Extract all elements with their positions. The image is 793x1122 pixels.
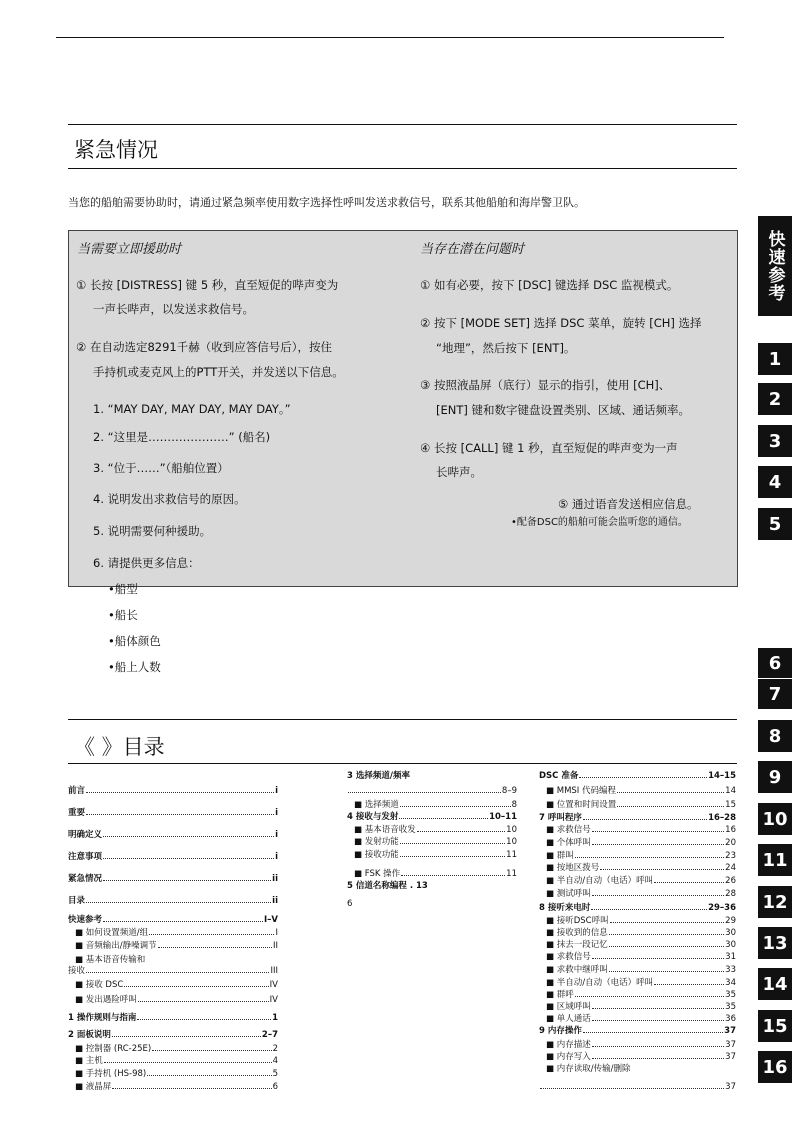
- toc-entry-title: ■ 内存描述: [546, 1040, 591, 1050]
- toc-leader-dots: [400, 856, 505, 857]
- toc-entry-page: 37: [725, 1082, 736, 1092]
- toc-entry[interactable]: [68, 894, 278, 906]
- toc-entry-title: 1 操作规则与指南: [68, 1013, 137, 1023]
- toc-leader-dots: [400, 806, 511, 807]
- toc-entry-page: 23: [725, 851, 736, 861]
- tab-2[interactable]: 2: [758, 383, 792, 415]
- toc-leader-dots: [103, 836, 274, 837]
- toc-entry[interactable]: [75, 1067, 278, 1079]
- intro-text: 当您的船舶需要协助时，请通过紧急频率使用数字选择性呼叫发送求救信号，联系其他船舶和海岸警卫队。: [68, 196, 585, 209]
- toc-entry-title: ■ MMSI 代码编程: [546, 786, 617, 796]
- toc-entry[interactable]: [75, 1042, 278, 1054]
- toc-entry-page: I: [275, 928, 278, 938]
- right-note: •配备DSC的船舶可能会监听您的通信。: [511, 517, 688, 528]
- toc-entry[interactable]: [354, 798, 517, 810]
- toc-entry-page: i: [275, 830, 278, 840]
- toc-entry-title: ■ 个体呼叫: [546, 838, 591, 848]
- toc-entry[interactable]: [354, 867, 517, 879]
- toc-entry-title: ■ 抹去一段记忆: [546, 940, 608, 950]
- toc-rule-top: [68, 719, 737, 720]
- left-item-2: 2. “这里是…………………” (船名): [93, 430, 271, 444]
- toc-entry-title: 9 内存操作: [539, 1026, 582, 1036]
- toc-entry-page: 30: [725, 928, 736, 938]
- tab-14[interactable]: 14: [758, 968, 792, 1000]
- toc-entry[interactable]: [75, 939, 278, 951]
- section-rule-bottom: [68, 168, 737, 169]
- toc-leader-dots: [591, 909, 707, 910]
- left-step1-line1: ① 长按 [DISTRESS] 键 5 秒，直至短促的哔声变为: [76, 278, 339, 292]
- toc-entry-page: i: [275, 852, 278, 862]
- toc-entry-page: 37: [725, 1052, 736, 1062]
- toc-entry[interactable]: [546, 926, 736, 938]
- toc-leader-dots: [575, 996, 724, 997]
- toc-entry-title: 2 面板说明: [68, 1030, 111, 1040]
- toc-entry-title: ■ 液晶屏: [75, 1082, 112, 1092]
- toc-entry-title: 6: [347, 899, 353, 909]
- toc-entry-page: 11: [506, 869, 517, 879]
- toc-entry-title: ■ 按地区拨号: [546, 863, 600, 873]
- toc-entry-page: i: [275, 808, 278, 818]
- toc-entry[interactable]: [539, 901, 736, 913]
- toc-entry-page: III: [270, 966, 278, 976]
- right-step2-line2: “地理”，然后按下 [ENT]。: [436, 341, 576, 355]
- left-item-3: 3. “位于……”（船舶位置）: [93, 461, 229, 475]
- toc-entry[interactable]: [75, 1080, 278, 1092]
- toc-leader-dots: [152, 1050, 271, 1051]
- toc-entry[interactable]: [546, 963, 736, 975]
- toc-entry-page: 29: [725, 916, 736, 926]
- toc-entry-title: ■ 接收 DSC: [75, 980, 124, 990]
- toc-entry-title: 7 呼叫程序: [539, 813, 582, 823]
- toc-entry[interactable]: [539, 769, 736, 781]
- toc-entry-page: 29–36: [708, 903, 736, 913]
- toc-entry-title: ■ 区域呼叫: [546, 1002, 591, 1012]
- tab-6[interactable]: 6: [758, 648, 792, 678]
- toc-entry[interactable]: [354, 835, 517, 847]
- toc-leader-dots: [86, 792, 274, 793]
- toc-entry[interactable]: [75, 993, 278, 1005]
- toc-entry-title: ■ 位置和时间设置: [546, 800, 617, 810]
- toc-leader-dots: [654, 882, 724, 883]
- toc-entry[interactable]: [546, 914, 736, 926]
- toc-entry-title: ■ 基本语音传输和: [75, 955, 146, 965]
- tab-quick-reference-label: 快速参考: [764, 230, 785, 302]
- left-item-4: 4. 说明发出求救信号的原因。: [93, 492, 246, 506]
- toc-leader-dots: [112, 1088, 271, 1089]
- toc-leader-dots: [399, 818, 488, 819]
- toc-leader-dots: [147, 1075, 271, 1076]
- toc-entry-title: 4 接收与发射: [347, 812, 399, 822]
- toc-entry[interactable]: [546, 861, 736, 873]
- toc-entry-page: II: [272, 941, 278, 951]
- toc-entry[interactable]: [75, 1054, 278, 1066]
- toc-entry-page: 36: [725, 1014, 736, 1024]
- toc-leader-dots: [592, 1020, 724, 1021]
- toc-entry-page: 35: [725, 990, 736, 1000]
- toc-entry[interactable]: [75, 926, 278, 938]
- toc-leader-dots: [654, 984, 724, 985]
- toc-entry[interactable]: [546, 1000, 736, 1012]
- toc-entry[interactable]: [546, 938, 736, 950]
- toc-entry-page: 26: [725, 876, 736, 886]
- toc-entry[interactable]: [546, 976, 736, 988]
- toc-entry-title: ■ 群呼: [546, 990, 574, 1000]
- top-rule: [56, 37, 724, 38]
- toc-rule-bottom: [68, 763, 737, 764]
- toc-entry-page: 14: [725, 786, 736, 796]
- tab-13[interactable]: 13: [758, 927, 792, 959]
- toc-entry-title: ■ 求救中继呼叫: [546, 965, 608, 975]
- toc-entry[interactable]: [347, 879, 517, 891]
- right-step2-line1: ② 按下 [MODE SET] 选择 DSC 菜单，旋转 [CH] 选择: [420, 316, 702, 330]
- right-step1: ① 如有必要，按下 [DSC] 键选择 DSC 监视模式。: [420, 278, 679, 292]
- tab-10[interactable]: 10: [758, 803, 792, 835]
- toc-entry-title: 注意事项: [68, 852, 103, 862]
- toc-entry-page: 30: [725, 940, 736, 950]
- left-step2-line2: 手持机或麦克风上的PTT开关，并发送以下信息。: [93, 365, 344, 379]
- left-item-5: 5. 说明需要何种援助。: [93, 524, 212, 538]
- toc-leader-dots: [592, 831, 724, 832]
- toc-entry-page: i: [275, 786, 278, 796]
- toc-entry-title: 紧急情况: [68, 874, 103, 884]
- toc-leader-dots: [137, 1019, 271, 1020]
- left-box-title: 当需要立即援助时: [77, 242, 182, 257]
- toc-entry[interactable]: [546, 874, 736, 886]
- toc-leader-dots: [86, 972, 269, 973]
- toc-leader-dots: [348, 792, 501, 793]
- toc-entry-title: ■ 求救信号: [546, 825, 591, 835]
- right-step4-line1: ④ 长按 [CALL] 键 1 秒，直至短促的哔声变为一声: [420, 441, 678, 455]
- toc-leader-dots: [417, 831, 505, 832]
- toc-entry-title: ■ 基本语音收发: [354, 825, 416, 835]
- toc-entry-page: 4: [272, 1056, 278, 1066]
- tab-5[interactable]: 5: [758, 508, 792, 540]
- toc-leader-dots: [583, 1032, 723, 1033]
- toc-leader-dots: [124, 986, 268, 987]
- toc-entry-page: 10: [506, 837, 517, 847]
- left-item-1: 1. “MAY DAY, MAY DAY, MAY DAY。”: [93, 402, 291, 416]
- toc-entry-page: 34: [725, 978, 736, 988]
- section-title: 紧急情况: [74, 138, 158, 162]
- toc-leader-dots: [575, 857, 724, 858]
- toc-entry[interactable]: [354, 823, 517, 835]
- toc-entry[interactable]: [68, 913, 278, 925]
- toc-leader-dots: [592, 958, 724, 959]
- toc-entry[interactable]: [546, 887, 736, 899]
- tab-8[interactable]: 8: [758, 720, 792, 752]
- toc-entry-title: ■ 如何设置频道/组: [75, 928, 149, 938]
- tab-9[interactable]: 9: [758, 761, 792, 793]
- toc-entry[interactable]: [68, 964, 278, 976]
- toc-entry-title: ■ 手持机 (HS-98): [75, 1069, 147, 1079]
- toc-leader-dots: [617, 806, 724, 807]
- toc-entry-title: ■ 内存写入: [546, 1052, 591, 1062]
- toc-entry-page: 16–28: [708, 813, 736, 823]
- tab-12[interactable]: 12: [758, 886, 792, 918]
- toc-entry-page: IV: [269, 980, 278, 990]
- toc-entry-page: I–V: [264, 915, 278, 925]
- toc-leader-dots: [592, 1046, 724, 1047]
- tab-1[interactable]: 1: [758, 343, 792, 375]
- right-step5: ⑤ 通过语音发送相应信息。: [558, 497, 699, 511]
- toc-entry[interactable]: [68, 872, 278, 884]
- toc-entry-page: 28: [725, 889, 736, 899]
- toc-entry-title: ■ 主机: [75, 1056, 103, 1066]
- toc-entry[interactable]: [546, 823, 736, 835]
- toc-entry[interactable]: [546, 798, 736, 810]
- left-item-6: 6. 请提供更多信息：: [93, 556, 200, 570]
- toc-entry[interactable]: [546, 1012, 736, 1024]
- toc-entry[interactable]: [68, 1028, 278, 1040]
- toc-leader-dots: [400, 843, 505, 844]
- toc-entry-title: 明确定义: [68, 830, 103, 840]
- toc-leader-dots: [579, 777, 707, 778]
- toc-entry[interactable]: [354, 848, 517, 860]
- toc-entry[interactable]: [546, 950, 736, 962]
- toc-entry[interactable]: [546, 836, 736, 848]
- toc-entry-page: 10–11: [489, 812, 517, 822]
- toc-entry-page: ii: [272, 874, 278, 884]
- right-step3-line1: ③ 按照液晶屏（底行）显示的指引，使用 [CH]、: [420, 378, 671, 392]
- tab-11[interactable]: 11: [758, 844, 792, 876]
- toc-entry-title: ■ 音频输出/静噪调节: [75, 941, 157, 951]
- toc-entry[interactable]: [68, 850, 278, 862]
- toc-leader-dots: [112, 1036, 261, 1037]
- toc-title: 《 》目录: [74, 735, 165, 759]
- toc-entry[interactable]: [347, 810, 517, 822]
- toc-leader-dots: [609, 946, 724, 947]
- more-info-3: •船体颜色: [108, 634, 161, 648]
- toc-leader-dots: [592, 895, 724, 896]
- toc-entry[interactable]: [68, 784, 278, 796]
- toc-entry-title: 8 接听来电时: [539, 903, 591, 913]
- toc-entry-page: 14–15: [708, 771, 736, 781]
- tab-7[interactable]: 7: [758, 679, 792, 709]
- toc-entry-page: 5: [272, 1069, 278, 1079]
- toc-entry-title: DSC 准备: [539, 771, 579, 781]
- toc-entry-title: 3 选择频道/频率: [347, 771, 410, 781]
- tab-3[interactable]: 3: [758, 425, 792, 457]
- toc-entry-page: 15: [725, 800, 736, 810]
- toc-entry-page: 16: [725, 825, 736, 835]
- toc-entry-title: 快速参考: [68, 915, 103, 925]
- toc-entry-title: ■ 接听DSC呼叫: [546, 916, 609, 926]
- toc-entry[interactable]: [347, 784, 517, 796]
- toc-entry-title: 重要: [68, 808, 86, 818]
- toc-leader-dots: [600, 869, 724, 870]
- toc-entry-title: ■ 半自动/自动（电话）呼叫: [546, 876, 654, 886]
- toc-entry-title: ■ 接收功能: [354, 850, 399, 860]
- toc-leader-dots: [103, 858, 274, 859]
- toc-entry[interactable]: [546, 1062, 736, 1074]
- toc-leader-dots: [104, 1062, 272, 1063]
- more-info-4: •船上人数: [108, 660, 161, 674]
- toc-entry[interactable]: [68, 1011, 278, 1023]
- toc-leader-dots: [617, 792, 724, 793]
- toc-leader-dots: [540, 1088, 724, 1089]
- right-step4-line2: 长哔声。: [436, 465, 482, 479]
- toc-entry-page: 24: [725, 863, 736, 873]
- toc-entry-page: 37: [725, 1040, 736, 1050]
- toc-entry[interactable]: [68, 806, 278, 818]
- toc-entry-page: 10: [506, 825, 517, 835]
- toc-entry[interactable]: [68, 828, 278, 840]
- toc-entry-title: ■ 发出遇险呼叫: [75, 995, 137, 1005]
- toc-leader-dots: [86, 902, 271, 903]
- toc-entry-title: ■ 测试呼叫: [546, 889, 591, 899]
- toc-entry-title: ■ FSK 操作: [354, 869, 401, 879]
- toc-leader-dots: [158, 947, 272, 948]
- toc-entry-title: 接收: [68, 966, 86, 976]
- toc-entry[interactable]: [347, 769, 517, 781]
- toc-leader-dots: [592, 1008, 724, 1009]
- toc-leader-dots: [592, 844, 724, 845]
- toc-entry-page: 8: [511, 800, 517, 810]
- toc-entry-page: 35: [725, 1002, 736, 1012]
- toc-leader-dots: [592, 1058, 724, 1059]
- toc-leader-dots: [609, 971, 724, 972]
- right-box-title: 当存在潜在问题时: [420, 242, 525, 257]
- right-step3-line2: [ENT] 键和数字键盘设置类别、区域、通话频率。: [436, 403, 691, 417]
- toc-entry-page: 2–7: [261, 1030, 278, 1040]
- toc-entry-title: ■ 群叫: [546, 851, 574, 861]
- toc-entry-title: 前言: [68, 786, 86, 796]
- more-info-1: •船型: [108, 582, 138, 596]
- toc-entry[interactable]: [539, 811, 736, 823]
- toc-entry[interactable]: [539, 1024, 736, 1036]
- toc-entry-page: 11: [506, 850, 517, 860]
- tab-16[interactable]: 16: [758, 1051, 792, 1083]
- toc-leader-dots: [103, 880, 271, 881]
- toc-leader-dots: [610, 922, 725, 923]
- toc-entry-page: 33: [725, 965, 736, 975]
- toc-entry-title: ■ 半自动/自动（电话）呼叫: [546, 978, 654, 988]
- toc-entry-page: 31: [725, 952, 736, 962]
- toc-entry-title: ■ 接收到的信息: [546, 928, 608, 938]
- toc-entry-title: ■ 选择频道: [354, 800, 399, 810]
- section-rule-top: [68, 124, 737, 125]
- toc-entry[interactable]: [347, 897, 517, 909]
- toc-entry-page: 20: [725, 838, 736, 848]
- toc-entry[interactable]: [75, 978, 278, 990]
- toc-entry-title: 5 信道名称编程 . 13: [347, 881, 428, 891]
- toc-leader-dots: [103, 921, 263, 922]
- toc-leader-dots: [138, 1001, 269, 1002]
- toc-entry-page: 6: [272, 1082, 278, 1092]
- toc-entry-title: ■ 控制器 (RC-25E): [75, 1044, 152, 1054]
- toc-entry-page: IV: [269, 995, 278, 1005]
- toc-entry-page: 1: [272, 1013, 278, 1023]
- left-step1-line2: 一声长哔声，以发送求救信号。: [93, 302, 254, 316]
- toc-entry[interactable]: [546, 1038, 736, 1050]
- more-info-2: •船长: [108, 608, 138, 622]
- tab-15[interactable]: 15: [758, 1010, 792, 1042]
- toc-entry[interactable]: [539, 1080, 736, 1092]
- toc-entry-page: ii: [272, 896, 278, 906]
- toc-leader-dots: [583, 819, 707, 820]
- toc-entry-title: 目录: [68, 896, 86, 906]
- toc-entry-title: ■ 内存读取/传输/删除: [546, 1064, 631, 1074]
- tab-quick-reference[interactable]: [758, 216, 792, 316]
- toc-entry-title: ■ 单人通话: [546, 1014, 591, 1024]
- toc-leader-dots: [401, 875, 505, 876]
- toc-entry-page: 2: [272, 1044, 278, 1054]
- toc-entry[interactable]: [546, 784, 736, 796]
- toc-entry[interactable]: [546, 1050, 736, 1062]
- toc-entry-page: 8–9: [501, 786, 517, 796]
- toc-entry-title: ■ 求救信号: [546, 952, 591, 962]
- toc-leader-dots: [149, 934, 274, 935]
- toc-entry[interactable]: [546, 988, 736, 1000]
- tab-4[interactable]: 4: [758, 466, 792, 498]
- toc-entry-page: 37: [724, 1026, 736, 1036]
- toc-entry-title: ■ 发射功能: [354, 837, 399, 847]
- toc-leader-dots: [609, 934, 724, 935]
- toc-entry[interactable]: [546, 849, 736, 861]
- left-step2-line1: ② 在自动选定8291千赫（收到应答信号后），按住: [76, 340, 332, 354]
- toc-leader-dots: [86, 814, 274, 815]
